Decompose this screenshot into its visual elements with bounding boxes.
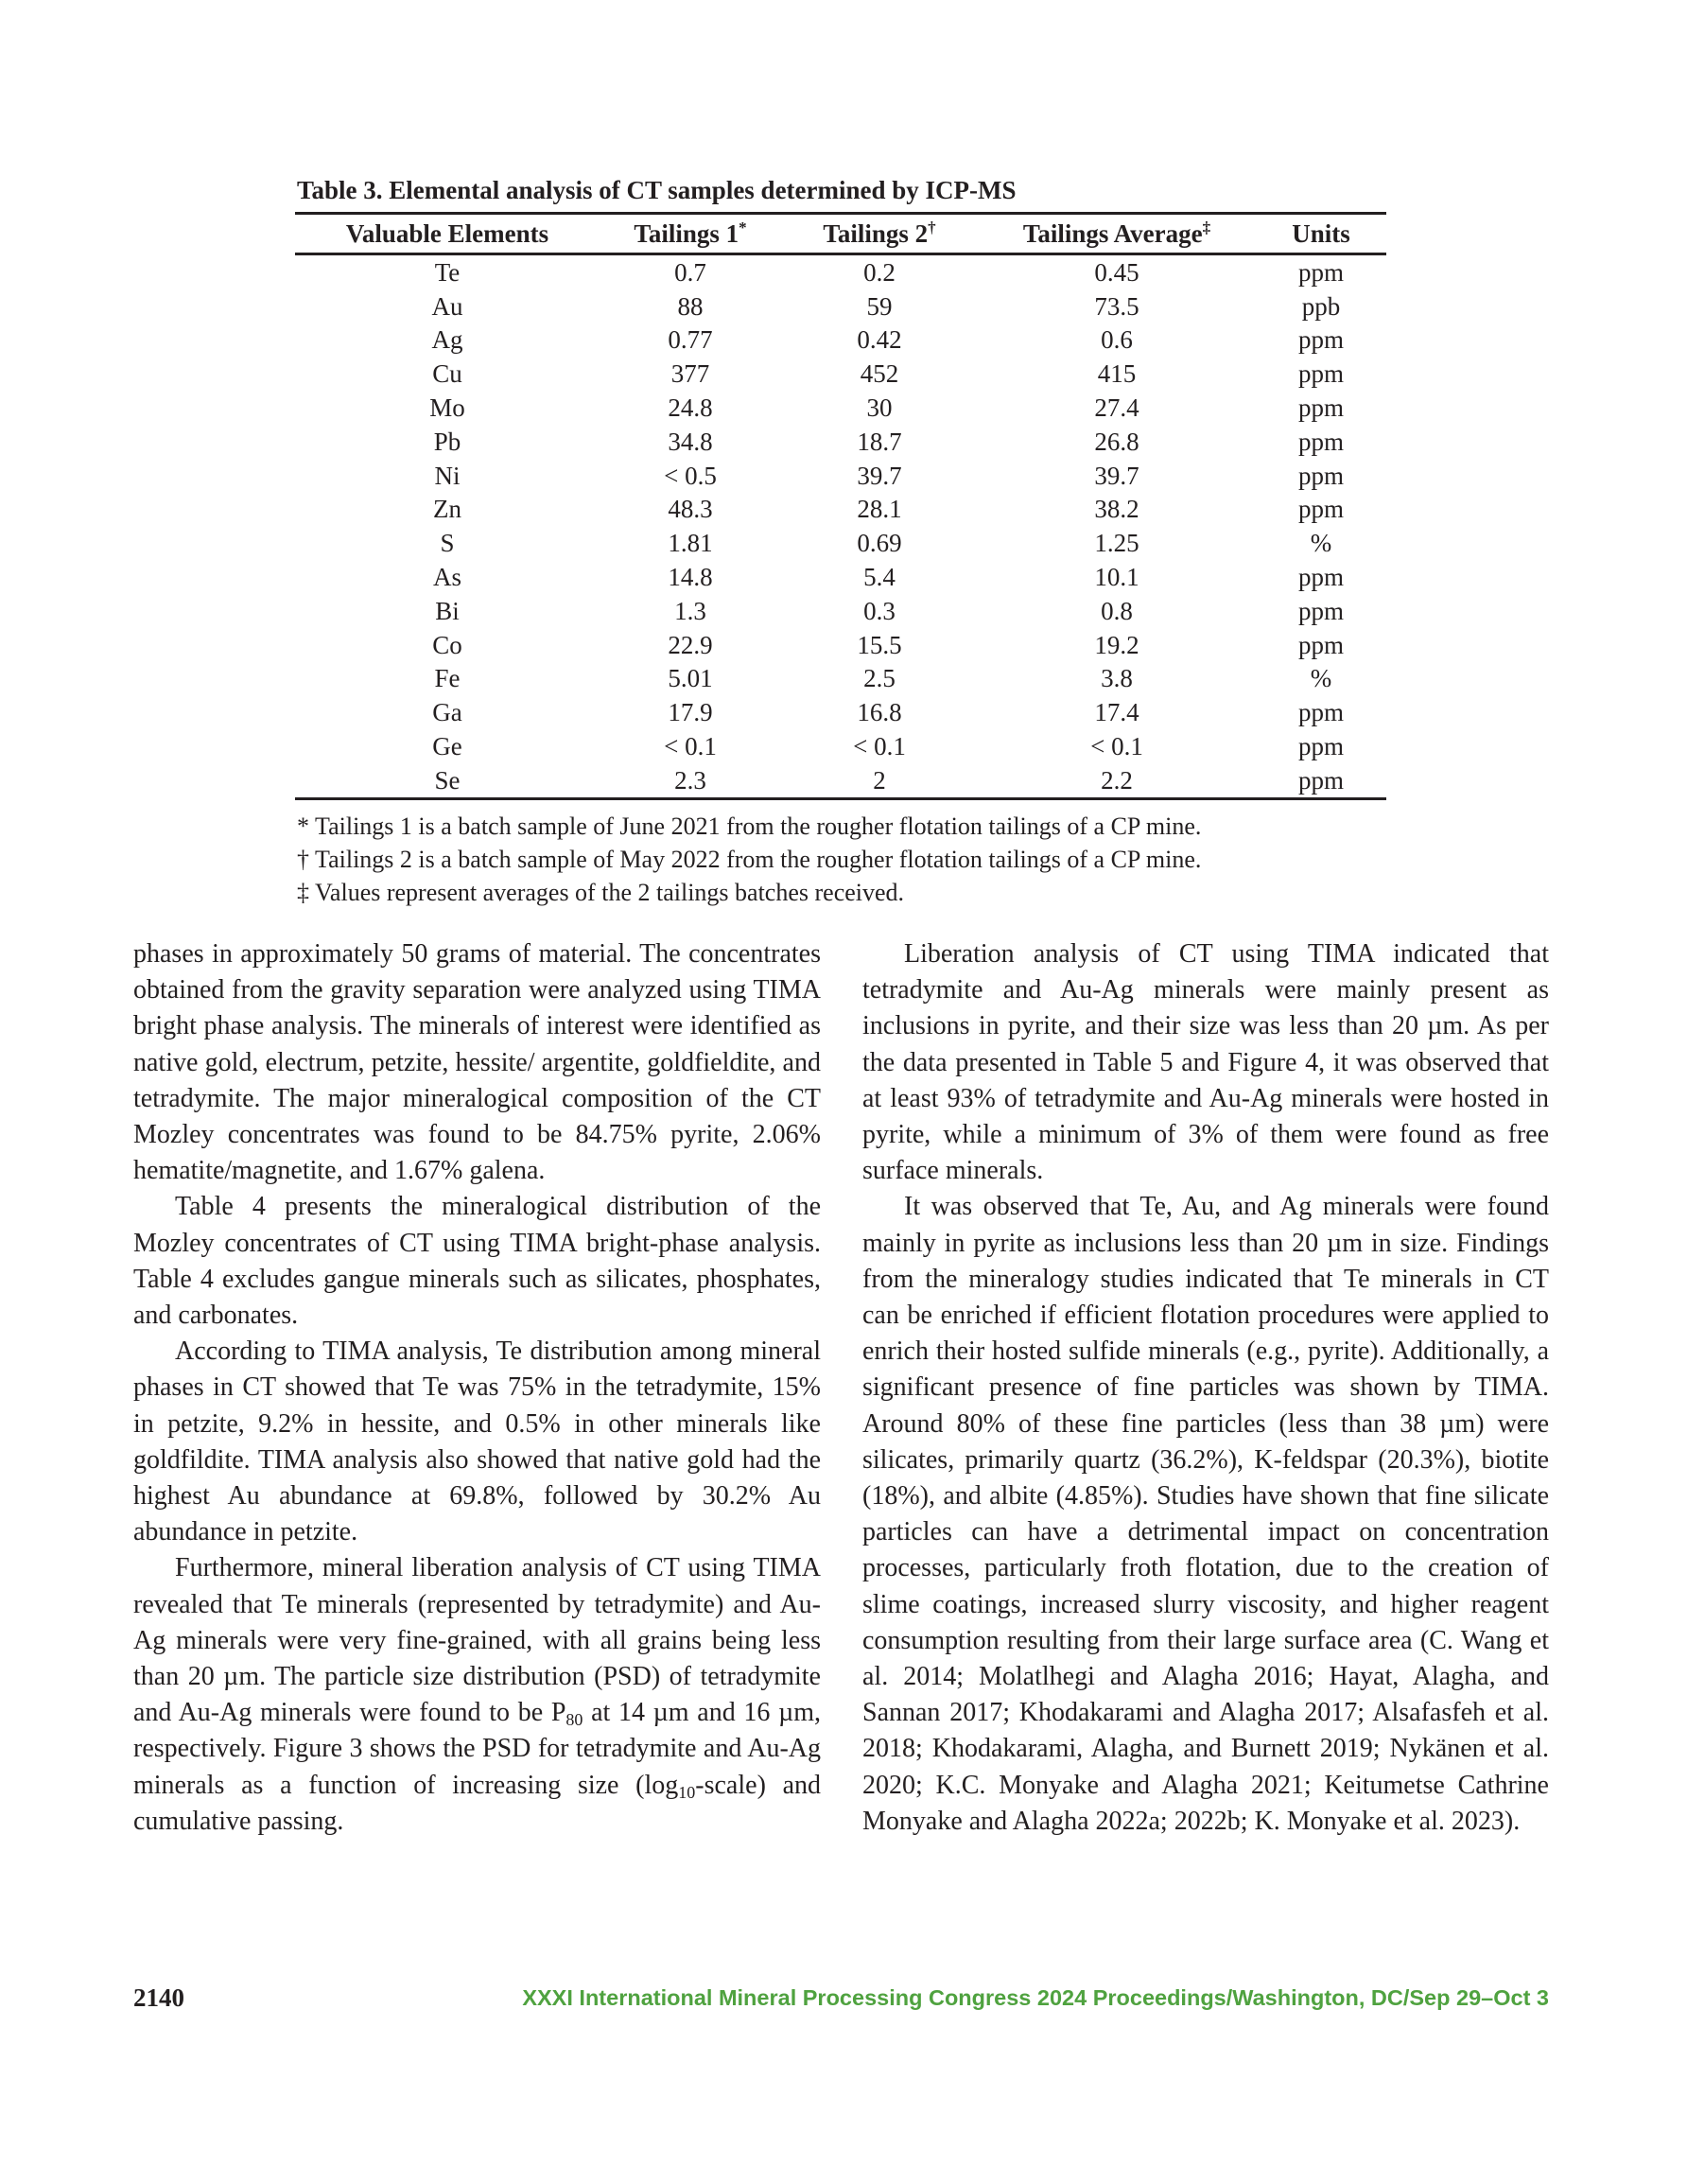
right-text-column [862, 936, 1549, 1840]
cell-element: As [432, 563, 461, 592]
table-3 [295, 174, 1386, 909]
cell-units: ppb [1301, 291, 1341, 321]
footnote-tailings-2: † Tailings 2 is a batch sample of May 2022 from the rougher flotation tailings of a CP mine. [297, 845, 1202, 873]
table-row [295, 391, 1386, 425]
cell-tailings-2: 2.5 [863, 664, 896, 693]
header-tailings-1: Tailings 1* [600, 214, 781, 254]
table-footnotes [297, 810, 1386, 909]
cell-element: Cu [432, 359, 462, 389]
cell-tailings-2: 59 [866, 291, 893, 321]
cell-tailings-average: 0.6 [1101, 325, 1133, 355]
cell-element: Au [431, 291, 463, 321]
table-row [295, 425, 1386, 459]
cell-tailings-average: 26.8 [1094, 427, 1139, 456]
table-row [295, 729, 1386, 763]
cell-tailings-average: 38.2 [1094, 495, 1139, 524]
cell-units: ppm [1297, 732, 1344, 761]
cell-element: Mo [429, 393, 465, 423]
cell-element: Zn [433, 495, 461, 524]
header-units: Units [1256, 214, 1386, 254]
cell-tailings-2: < 0.1 [853, 732, 906, 761]
cell-units: ppm [1297, 325, 1344, 355]
cell-tailings-1: 1.3 [674, 596, 706, 625]
cell-tailings-2: 5.4 [863, 563, 896, 592]
cell-tailings-2: 2 [781, 763, 978, 798]
cell-element: Te [434, 257, 461, 287]
cell-tailings-2: 0.42 [857, 325, 902, 355]
cell-tailings-1: 14.8 [668, 563, 713, 592]
cell-tailings-average: 19.2 [1094, 630, 1139, 659]
cell-tailings-2: 0.2 [863, 257, 896, 287]
subscript-10: 10 [678, 1782, 696, 1802]
table-row [295, 289, 1386, 323]
cell-tailings-average: 0.45 [1094, 257, 1139, 287]
cell-units: % [1310, 664, 1332, 693]
elemental-analysis-table [295, 212, 1386, 800]
footnote-marker-dagger: † [928, 218, 936, 236]
cell-tailings-1: 5.01 [668, 664, 713, 693]
cell-units: ppm [1297, 393, 1344, 423]
paragraph: It was observed that Te, Au, and Ag minerals were found mainly in pyrite as inclusions less than 20 µm in size. Findings from the mineralogy studies indicated that Te minerals in CT can be enriched if efficient flotation procedures were applied to enrich their hosted sulfide minerals (e.g., pyrite). Additionally, a significant presence of fine particles was shown by TIMA. Around 80% of these fine particles (less than 38 µm) were silicates, primarily quartz (36.2%), K-feldspar (20.3%), biotite (18%), and albite (4.85%). Studies have shown that fine silicate particles can have a detrimental impact on concentration processes, particularly froth flotation, due to the creation of slime coatings, increased slurry viscosity, and higher reagent consumption resulting from their large surface area (C. Wang et al. 2014; Molatlhegi and Alagha 2016; Hayat, Alagha, and Sannan 2017; Khodakarami and Alagha 2017; Alsafasfeh et al. 2018; Khodakarami, Alagha, and Burnett 2019; Nykänen et al. 2020; K.C. Monyake and Alagha 2021; Keitumetse Cathrine Monyake and Alagha 2022a; 2022b; K. Monyake et al. 2023). [862, 1192, 1549, 1836]
cell-tailings-2: 15.5 [857, 630, 902, 659]
cell-tailings-average: 73.5 [1094, 291, 1139, 321]
cell-tailings-2: 452 [860, 359, 899, 389]
cell-element: Ni [434, 461, 461, 490]
paragraph: Liberation analysis of CT using TIMA indicated that tetradymite and Au-Ag minerals were mainly present as inclusions in pyrite, and their size was less than 20 µm. As per the data presented in Table 5 and Figure 4, it was observed that at least 93% of tetradymite and Au-Ag minerals were hosted in pyrite, while a minimum of 3% of them were found as free surface minerals. [862, 939, 1549, 1186]
cell-element: Bi [435, 596, 460, 625]
cell-units: ppm [1297, 698, 1344, 727]
cell-tailings-average: 17.4 [1094, 698, 1139, 727]
table-row [295, 459, 1386, 493]
header-valuable-elements: Valuable Elements [295, 214, 600, 254]
cell-tailings-average: 1.25 [1094, 529, 1139, 558]
table-header-row [295, 214, 1386, 254]
cell-tailings-1: 22.9 [668, 630, 713, 659]
cell-element: Ge [432, 732, 462, 761]
cell-element: Pb [433, 427, 461, 456]
cell-tailings-average: 2.2 [978, 763, 1256, 798]
cell-units: ppm [1256, 763, 1386, 798]
cell-tailings-2: 0.3 [863, 596, 896, 625]
cell-tailings-1: < 0.5 [664, 461, 717, 490]
cell-tailings-average: 10.1 [1094, 563, 1139, 592]
cell-units: ppm [1297, 630, 1344, 659]
footnote-tailings-average: ‡ Values represent averages of the 2 tailings batches received. [297, 878, 905, 906]
paragraph: Furthermore, mineral liberation analysis of CT using TIMA revealed that Te minerals (represented by tetradymite) and Au-Ag minerals were very fine-grained, with all grains being less than 20 µm. The particle size distribution (PSD) of tetradymite and Au-Ag minerals were found to be $P_{80}$ at 14 µm and 16 µm, respectively. Figure 3 shows the PSD for tetradymite and Au-Ag minerals as a function of increasing size $(\log_{10}-scale)$ and cumulative passing. [133, 1553, 821, 1836]
cell-element: Co [432, 630, 462, 659]
cell-units: % [1310, 529, 1332, 558]
cell-tailings-average: 27.4 [1094, 393, 1139, 423]
cell-tailings-average: 39.7 [1094, 461, 1139, 490]
cell-tailings-1: 48.3 [668, 495, 713, 524]
cell-tailings-1: < 0.1 [664, 732, 717, 761]
table-row [295, 254, 1386, 289]
table-row [295, 493, 1386, 527]
table-row [295, 763, 1386, 798]
cell-units: ppm [1297, 495, 1344, 524]
cell-tailings-2: 28.1 [857, 495, 902, 524]
cell-units: ppm [1297, 461, 1344, 490]
cell-tailings-2: 39.7 [857, 461, 902, 490]
cell-tailings-1: 17.9 [668, 698, 713, 727]
cell-tailings-1: 88 [677, 291, 704, 321]
cell-tailings-average: 0.8 [1101, 596, 1133, 625]
table-row [295, 560, 1386, 594]
cell-tailings-1: 34.8 [668, 427, 713, 456]
cell-tailings-2: 18.7 [857, 427, 902, 456]
cell-tailings-2: 0.69 [857, 529, 902, 558]
cell-tailings-1: 0.7 [674, 257, 706, 287]
cell-tailings-average: < 0.1 [1090, 732, 1143, 761]
table-row [295, 357, 1386, 391]
cell-tailings-1: 1.81 [668, 529, 713, 558]
cell-units: ppm [1297, 563, 1344, 592]
table-body [295, 254, 1386, 799]
cell-element: Fe [434, 664, 461, 693]
paragraph: According to TIMA analysis, Te distribution among mineral phases in CT showed that Te was 75% in the tetradymite, 15% in petzite, 9.2% in hessite, and 0.5% in other minerals like goldfildite. TIMA analysis also showed that native gold had the highest Au abundance at 69.8%, followed by 30.2% Au abundance in petzite. [133, 1337, 821, 1547]
header-tailings-2: Tailings 2† [781, 214, 978, 254]
cell-tailings-average: 415 [1097, 359, 1137, 389]
table-caption: Table 3. Elemental analysis of CT samples determined by ICP-MS [297, 176, 1017, 204]
cell-element: Ag [431, 325, 463, 355]
table-row [295, 662, 1386, 696]
cell-tailings-1: 2.3 [600, 763, 781, 798]
header-tailings-average: Tailings Average‡ [978, 214, 1256, 254]
subscript-80: 80 [565, 1710, 583, 1730]
left-text-column [133, 936, 821, 1840]
cell-tailings-1: 0.77 [668, 325, 713, 355]
cell-units: ppm [1297, 257, 1344, 287]
page-footer [133, 1981, 1549, 2018]
conference-title: XXXI International Mineral Processing Congress 2024 Proceedings/Washington, DC/Sep 29–Oct 3 [522, 1985, 1549, 2010]
cell-element: Ga [432, 698, 462, 727]
cell-tailings-1: 24.8 [668, 393, 713, 423]
table-row [295, 526, 1386, 560]
cell-units: ppm [1297, 427, 1344, 456]
table-row [295, 323, 1386, 358]
table-row [295, 628, 1386, 662]
footnote-marker-double-dagger: ‡ [1202, 218, 1211, 236]
footnote-marker-asterisk: * [739, 218, 747, 236]
paragraph: phases in approximately 50 grams of material. The concentrates obtained from the gravity separation were analyzed using TIMA bright phase analysis. The minerals of interest were identified as native gold, electrum, petzite, hessite/ argentite, goldfieldite, and tetradymite. The major mineralogical composition of the CT Mozley concentrates was found to be 84.75% pyrite, 2.06% hematite/magnetite, and 1.67% galena. [133, 939, 821, 1186]
page-number: 2140 [133, 1983, 184, 2012]
cell-element: S [440, 529, 455, 558]
cell-element: Se [295, 763, 600, 798]
paragraph: Table 4 presents the mineralogical distribution of the Mozley concentrates of CT using TIMA bright-phase analysis. Table 4 excludes gangue minerals such as silicates, phosphates, and carbonates. [133, 1192, 821, 1331]
cell-tailings-2: 30 [866, 393, 893, 423]
cell-units: ppm [1297, 359, 1344, 389]
table-row [295, 695, 1386, 729]
cell-units: ppm [1297, 596, 1344, 625]
cell-tailings-2: 16.8 [857, 698, 902, 727]
cell-tailings-1: 377 [670, 359, 710, 389]
footnote-tailings-1: * Tailings 1 is a batch sample of June 2021 from the rougher flotation tailings of a CP mine. [297, 812, 1202, 840]
table-row [295, 594, 1386, 628]
cell-tailings-average: 3.8 [1101, 664, 1133, 693]
